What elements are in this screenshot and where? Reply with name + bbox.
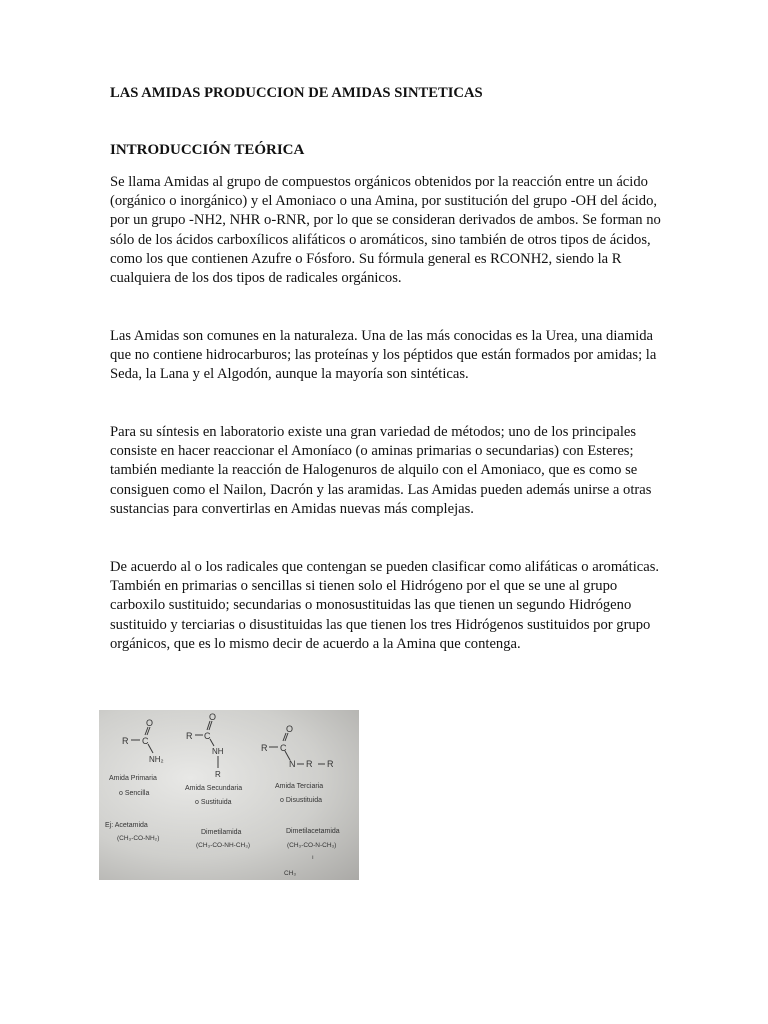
atom-r: R bbox=[261, 743, 268, 753]
paragraph-nature: Las Amidas son comunes en la naturaleza. Una de las más conocidas es la Urea, una diamida que no contiene hidrocarburos; las proteínas y los péptidos que están formados por amidas; la Seda, la Lana y el Algodón, aunque la mayoría son sintéticas. bbox=[110, 328, 657, 383]
tertiary-label: Amida Terciaria bbox=[275, 783, 324, 790]
primary-formula: (CH₃-CO-NH₂) bbox=[117, 835, 160, 842]
tertiary-formula: (CH₃-CO-N-CH₃) bbox=[287, 842, 337, 849]
document-title: LAS AMIDAS PRODUCCION DE AMIDAS SINTETICAS bbox=[110, 85, 483, 101]
atom-r: R bbox=[122, 736, 129, 746]
amide-structures-figure bbox=[99, 710, 359, 880]
atom-o: O bbox=[209, 712, 217, 722]
paragraph-classification: De acuerdo al o los radicales que contengan se pueden clasificar como alifáticas o aromáticas. También en primarias o sencillas si tienen solo el Hidrógeno por el que se une al grupo carboxilo sustituido; secundarias o monosustituidas las que tienen un segundo Hidrógeno sustituido y terciarias o disustituidas las que tienen los tres Hidrógenos sustituidos por grupo orgánicos, que es lo mismo decir de acuerdo a la Amina que contenga. bbox=[110, 559, 660, 652]
tertiary-example: Dimetilacetamida bbox=[286, 828, 340, 835]
primary-sublabel: o Sencilla bbox=[119, 790, 150, 797]
tertiary-branch-bond: ı bbox=[312, 855, 314, 861]
atom-r: R bbox=[186, 731, 193, 741]
atom-r: R bbox=[215, 770, 221, 779]
amide-structures-drawing bbox=[99, 710, 359, 880]
atom-o: O bbox=[146, 718, 154, 728]
primary-label: Amida Primaria bbox=[109, 775, 157, 782]
tertiary-formula-branch: CH₃ bbox=[284, 870, 297, 877]
atom-c: C bbox=[142, 736, 149, 746]
secondary-example: Dimetilamida bbox=[201, 829, 242, 836]
atom-n: N bbox=[289, 759, 296, 769]
atom-nh2: NH₂ bbox=[149, 755, 164, 764]
atom-c: C bbox=[204, 731, 211, 741]
atom-nh: NH bbox=[212, 747, 224, 756]
primary-example: Ej: Acetamida bbox=[105, 822, 148, 829]
atom-r: R bbox=[306, 759, 313, 769]
atom-c: C bbox=[280, 743, 287, 753]
tertiary-sublabel: o Disustituida bbox=[280, 797, 323, 804]
paragraph-synthesis: Para su síntesis en laboratorio existe una gran variedad de métodos; uno de los principales consiste en hacer reaccionar el Amoníaco (o aminas primarias o secundarias) con Esteres; también mediante la reacción de Halogenuros de alquilo con el Amoniaco, que es como se consiguen como el Nailon, Dacrón y las aramidas. Las Amidas pueden además unirse a otras sustancias para convertirlas en Amidas nuevas más complejas. bbox=[110, 424, 652, 517]
section-heading: INTRODUCCIÓN TEÓRICA bbox=[110, 142, 305, 158]
secondary-sublabel: o Sustituida bbox=[195, 799, 232, 806]
paragraph-definition: Se llama Amidas al grupo de compuestos orgánicos obtenidos por la reacción entre un ácido (orgánico o inorgánico) y el Amoniaco o una Amina, por sustitución del grupo -OH del ácido, por un grupo -NH2, NHR o-RNR, por lo que se consideran derivados de ambos. Se forman no sólo de los ácidos carboxílicos alifáticos o aromáticos, sino también de otros tipos de ácidos, como los que contienen Azufre o Fósforo. Su fórmula general es RCONH2, siendo la R cualquiera de los dos tipos de radicales orgánicos. bbox=[110, 174, 661, 287]
atom-o: O bbox=[286, 724, 294, 734]
secondary-label: Amida Secundaria bbox=[185, 785, 243, 792]
atom-r: R bbox=[327, 759, 334, 769]
secondary-formula: (CH₃-CO-NH-CH₃) bbox=[196, 842, 251, 849]
